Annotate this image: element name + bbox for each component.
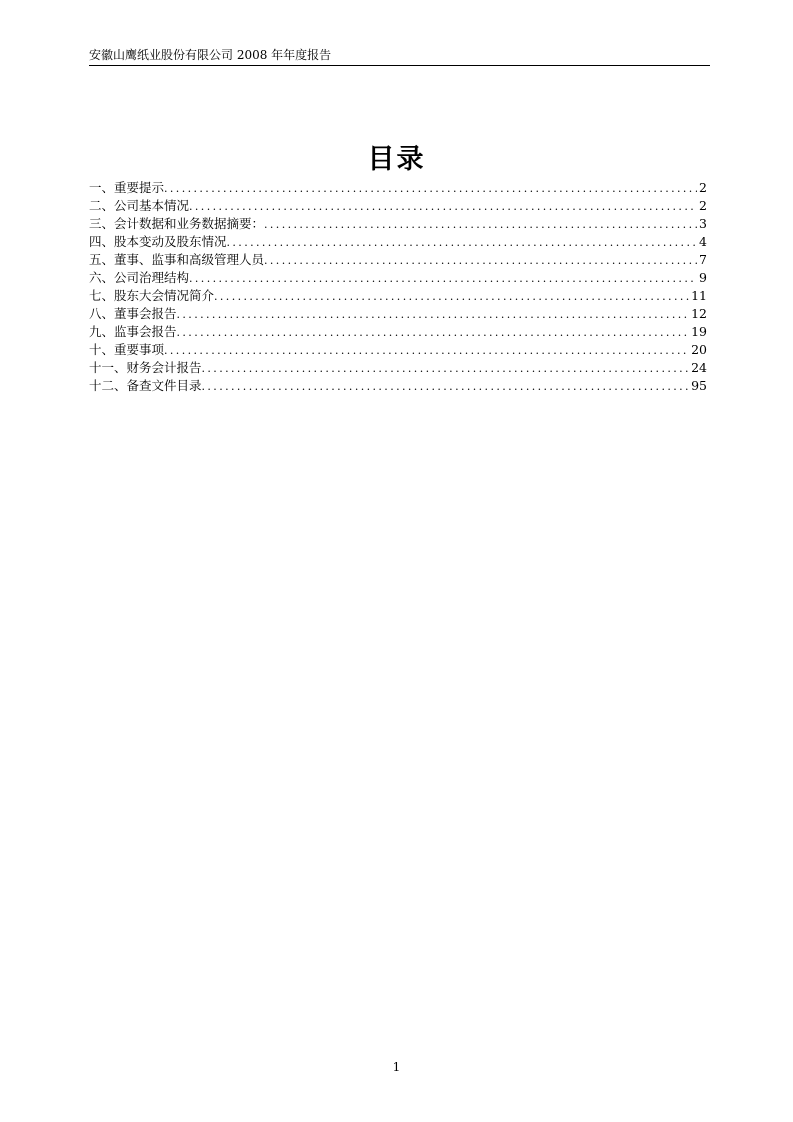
toc-dot-leader — [264, 216, 697, 233]
toc-dot-leader — [202, 378, 690, 395]
toc-entry-page: 2 — [699, 198, 707, 213]
toc-entry[interactable] — [89, 197, 707, 215]
toc-dot-leader — [177, 306, 690, 323]
table-of-contents — [89, 179, 707, 395]
toc-entry-page: 20 — [691, 342, 707, 357]
toc-entry-page: 2 — [699, 180, 707, 195]
running-header: 安徽山鹰纸业股份有限公司 2008 年年度报告 — [89, 48, 332, 62]
toc-dot-leader — [264, 252, 697, 269]
toc-dot-leader — [164, 180, 697, 197]
toc-entry-label: 三、会计数据和业务数据摘要： — [89, 216, 265, 231]
toc-entry-label: 八、董事会报告 — [89, 306, 177, 321]
toc-entry-label: 十一、财务会计报告 — [89, 360, 202, 375]
header-divider — [89, 65, 710, 66]
toc-entry-label: 五、董事、监事和高级管理人员 — [89, 252, 265, 267]
toc-entry-page: 7 — [699, 252, 707, 267]
toc-dot-leader — [189, 270, 697, 287]
toc-entry-page: 9 — [699, 270, 707, 285]
toc-entry-label: 六、公司治理结构 — [89, 270, 190, 285]
page-number: 1 — [392, 1060, 401, 1074]
toc-entry-page: 95 — [691, 378, 707, 393]
toc-dot-leader — [202, 360, 690, 377]
toc-entry[interactable] — [89, 215, 707, 233]
toc-entry[interactable] — [89, 179, 707, 197]
page-title: 目录 — [367, 144, 426, 175]
toc-entry-label: 九、监事会报告 — [89, 324, 177, 339]
toc-entry[interactable] — [89, 269, 707, 287]
toc-entry[interactable] — [89, 287, 707, 305]
toc-entry-label: 一、重要提示 — [89, 180, 165, 195]
toc-entry[interactable] — [89, 251, 707, 269]
toc-entry-label: 四、股本变动及股东情况 — [89, 234, 227, 249]
toc-dot-leader — [177, 324, 690, 341]
toc-entry[interactable] — [89, 233, 707, 251]
toc-entry-page: 11 — [691, 288, 707, 303]
toc-entry-page: 3 — [699, 216, 707, 231]
toc-entry-label: 七、股东大会情况简介 — [89, 288, 215, 303]
toc-dot-leader — [227, 234, 698, 251]
toc-entry[interactable] — [89, 377, 707, 395]
toc-entry-label: 十、重要事项 — [89, 342, 165, 357]
toc-entry-page: 4 — [699, 234, 707, 249]
toc-entry-page: 19 — [691, 324, 707, 339]
toc-entry-page: 24 — [691, 360, 707, 375]
toc-dot-leader — [214, 288, 689, 305]
toc-entry-label: 十二、备查文件目录 — [89, 378, 202, 393]
toc-dot-leader — [164, 342, 689, 359]
toc-entry[interactable] — [89, 323, 707, 341]
toc-entry[interactable] — [89, 305, 707, 323]
toc-entry[interactable] — [89, 341, 707, 359]
toc-entry-page: 12 — [691, 306, 707, 321]
toc-entry-label: 二、公司基本情况 — [89, 198, 190, 213]
toc-entry[interactable] — [89, 359, 707, 377]
toc-dot-leader — [189, 198, 697, 215]
